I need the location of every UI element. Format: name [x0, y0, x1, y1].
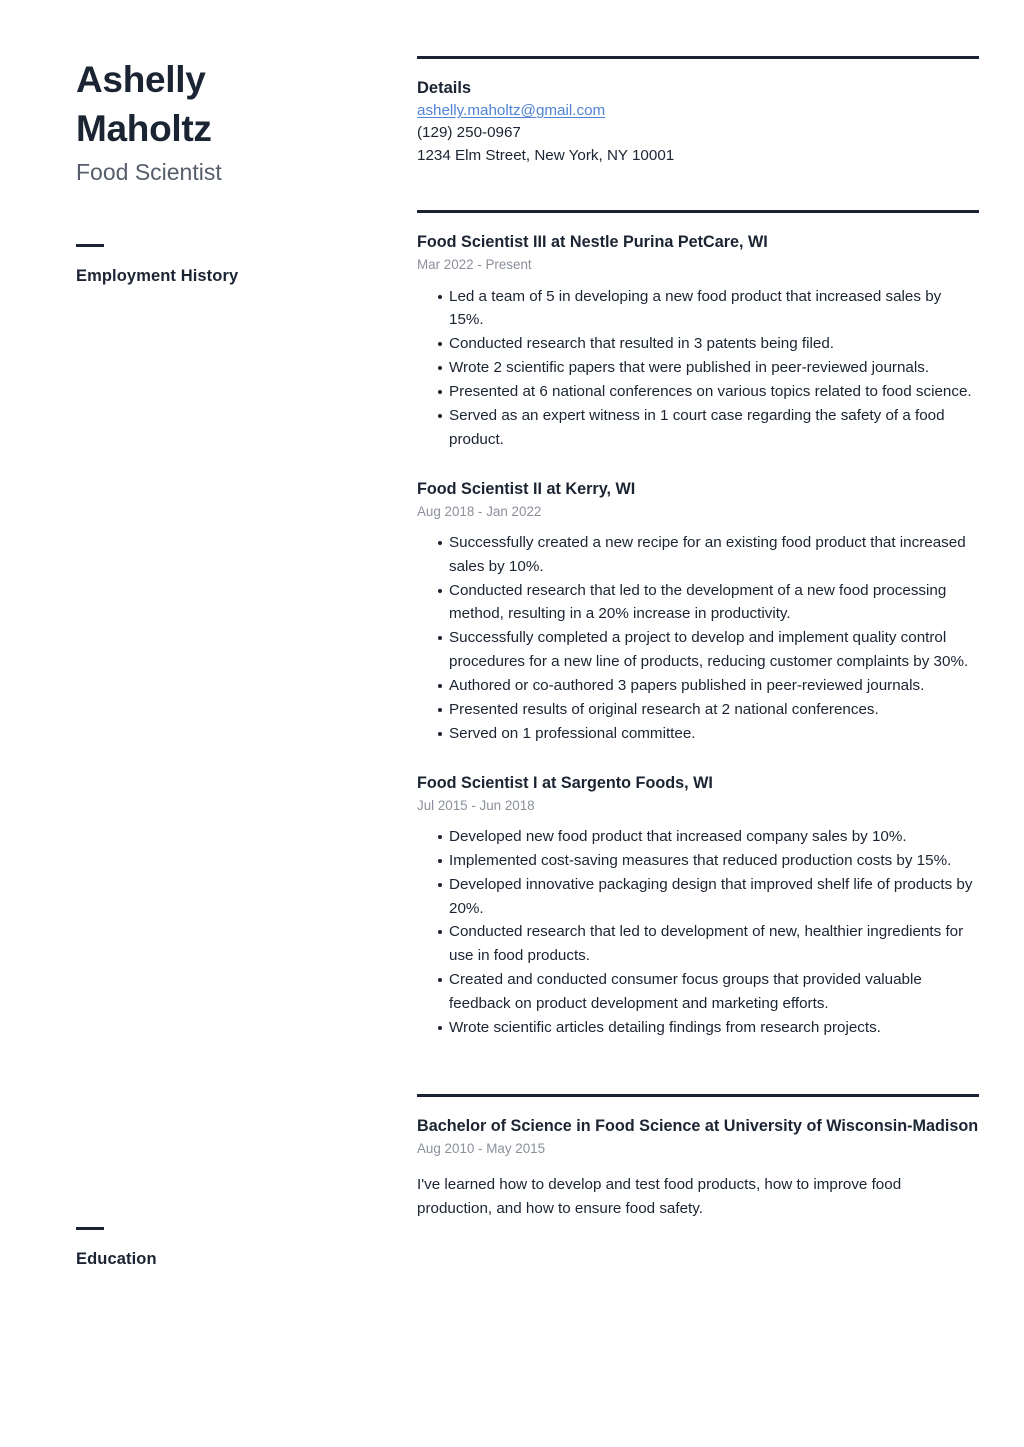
employment-bullets: [417, 825, 979, 1040]
dash-icon: [76, 1227, 104, 1230]
details-list: [417, 100, 979, 167]
list-item: Served as an expert witness in 1 court case regarding the safety of a food product.: [417, 404, 979, 452]
education-description: I've learned how to develop and test food products, how to improve food production, and how to ensure food safety.: [417, 1176, 902, 1217]
list-item: Successfully completed a project to develop and implement quality control procedures for a new line of products, reducing customer complaints by 30%.: [417, 626, 979, 674]
name-line-1: Ashelly: [76, 59, 206, 100]
employment-date: Aug 2018 - Jan 2022: [417, 503, 542, 519]
address-row: 1234 Elm Street, New York, NY 10001: [417, 146, 675, 164]
employment-bullets: [417, 531, 979, 746]
employment-bullets: [417, 285, 979, 452]
main-content: [417, 56, 979, 1270]
page-title: [76, 56, 276, 154]
employment-title: Food Scientist I at Sargento Foods, WI: [417, 773, 713, 792]
employment-date: Jul 2015 - Jun 2018: [417, 797, 535, 813]
list-item: Wrote 2 scientific papers that were published in peer-reviewed journals.: [417, 356, 979, 380]
list-item: Presented results of original research at 2 national conferences.: [417, 698, 979, 722]
education-title: Bachelor of Science in Food Science at University of Wisconsin-Madison: [417, 1116, 979, 1135]
education-entry: [417, 1116, 979, 1221]
section-details: [417, 59, 979, 167]
email-row: [417, 100, 979, 122]
spacer: [417, 167, 979, 210]
sidebar-item-employment-history: Employment History: [76, 266, 239, 285]
employment-entry: [417, 773, 979, 1040]
list-item: Served on 1 professional committee.: [417, 722, 979, 746]
list-item: Created and conducted consumer focus groups that provided valuable feedback on product development and marketing efforts.: [417, 968, 979, 1016]
employment-entry: [417, 479, 979, 746]
section-education: [417, 1097, 979, 1221]
list-item: Authored or co-authored 3 papers published in peer-reviewed journals.: [417, 674, 979, 698]
list-item: Conducted research that led to the development of a new food processing method, resulting in a 20% increase in productivity.: [417, 579, 979, 627]
list-item: Conducted research that resulted in 3 patents being filed.: [417, 332, 979, 356]
list-item: Conducted research that led to development of new, healthier ingredients for use in food products.: [417, 920, 979, 968]
list-item: Developed new food product that increased company sales by 10%.: [417, 825, 979, 849]
dash-icon: [76, 244, 104, 247]
list-item: Led a team of 5 in developing a new food product that increased sales by 15%.: [417, 285, 979, 333]
rail-section-employment: [76, 244, 403, 287]
sidebar-rail: [76, 56, 403, 1270]
section-heading-details: Details: [417, 79, 472, 97]
spacer: [417, 1040, 979, 1094]
list-item: Successfully created a new recipe for an existing food product that increased sales by 10%.: [417, 531, 979, 579]
list-item: Wrote scientific articles detailing findings from research projects.: [417, 1016, 979, 1040]
rail-section-education: [76, 1227, 403, 1270]
employment-entry: [417, 232, 979, 451]
section-employment-history: [417, 213, 979, 1040]
employment-title: Food Scientist II at Kerry, WI: [417, 479, 636, 498]
list-item: Implemented cost-saving measures that reduced production costs by 15%.: [417, 849, 979, 873]
list-item: Developed innovative packaging design that improved shelf life of products by 20%.: [417, 873, 979, 921]
employment-title: Food Scientist III at Nestle Purina PetCare, WI: [417, 233, 768, 252]
sidebar-item-education: Education: [76, 1250, 157, 1269]
job-title-subtitle: Food Scientist: [76, 158, 222, 185]
list-item: Presented at 6 national conferences on various topics related to food science.: [417, 380, 979, 404]
employment-date: Mar 2022 - Present: [417, 257, 532, 273]
phone-row: (129) 250-0967: [417, 124, 521, 142]
education-date: Aug 2010 - May 2015: [417, 1140, 546, 1156]
name-line-2: Maholtz: [76, 107, 212, 149]
email-link[interactable]: ashelly.maholtz@gmail.com: [417, 102, 606, 120]
